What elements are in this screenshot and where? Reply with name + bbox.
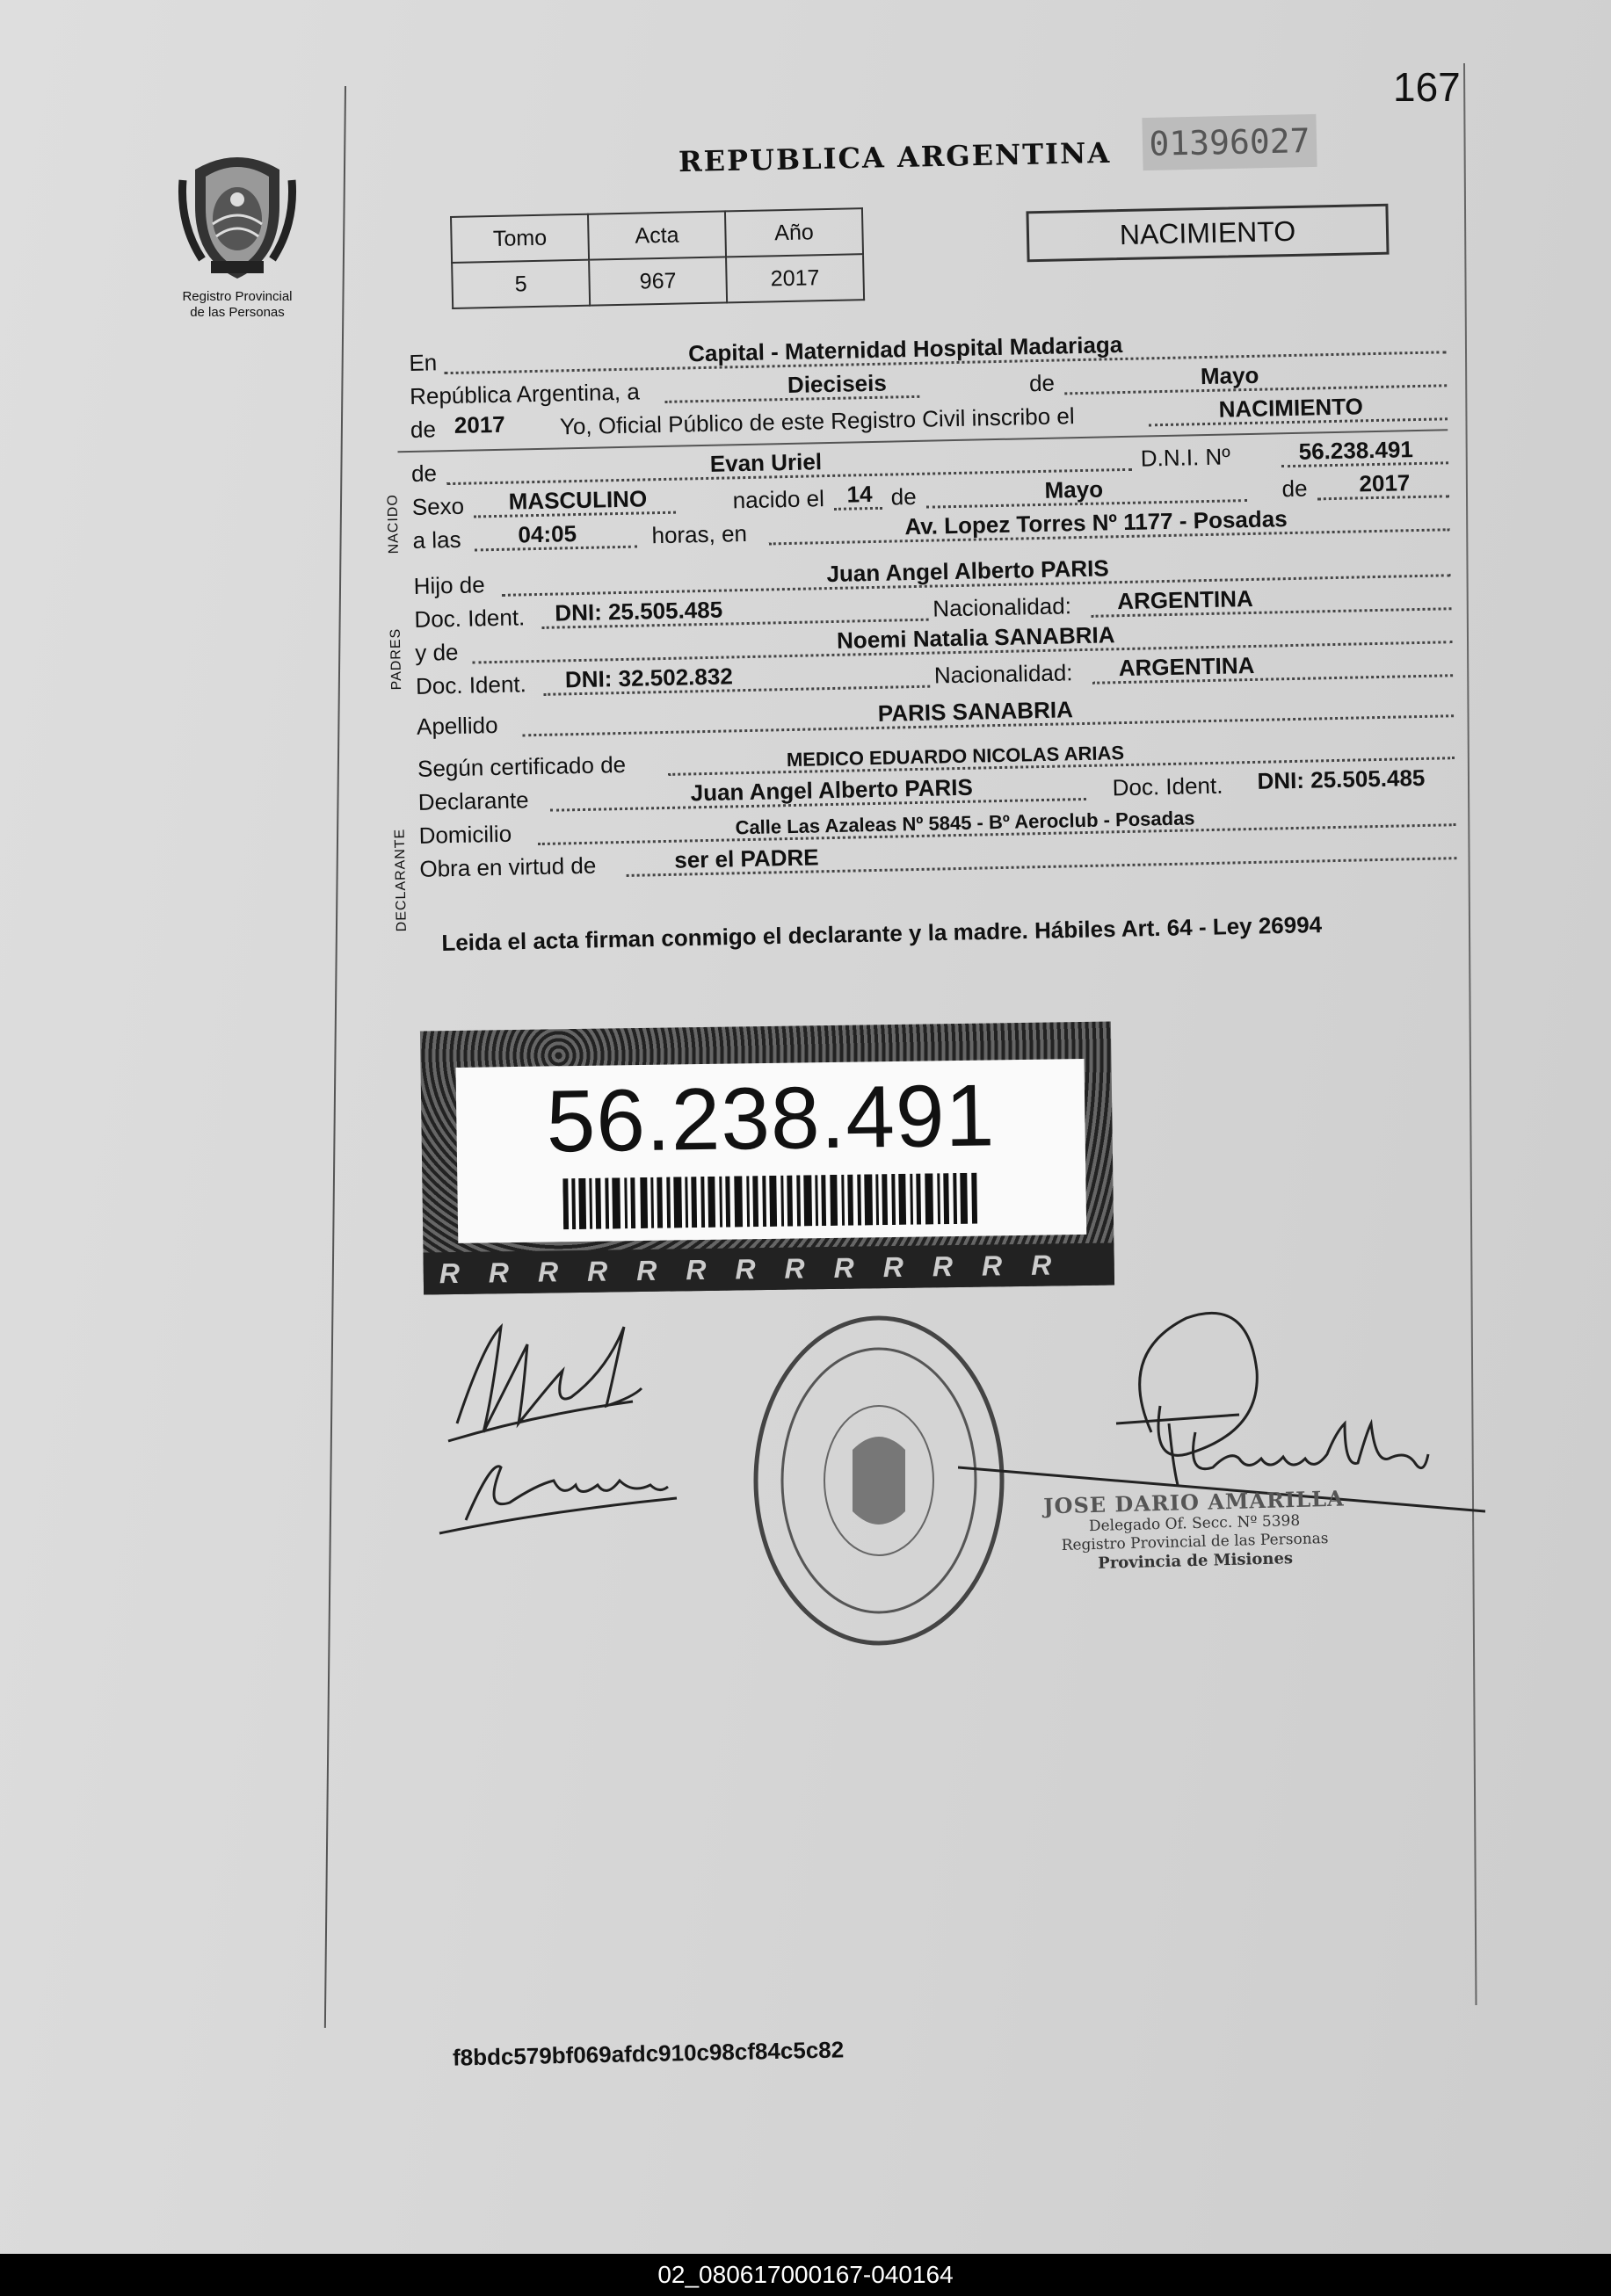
declarant-name: Juan Angel Alberto PARIS	[690, 773, 974, 807]
country-title: REPUBLICA ARGENTINA	[678, 135, 1112, 179]
declarant-doc: DNI: 25.505.485	[1257, 764, 1426, 794]
label-de-birth-year: de	[1281, 474, 1308, 503]
label-hijo-de: Hijo de	[413, 571, 485, 599]
father-name: Juan Angel Alberto PARIS	[826, 554, 1109, 588]
label-declarante: Declarante	[417, 786, 529, 815]
label-apellido: Apellido	[416, 711, 498, 740]
label-doc-ident-mother: Doc. Ident.	[415, 670, 527, 699]
label-de-name: de	[410, 460, 438, 487]
provincial-seal-icon	[176, 145, 299, 286]
year-value: 2017	[454, 410, 506, 438]
tomo-header: Tomo	[451, 214, 589, 263]
mother-nationality: ARGENTINA	[1118, 651, 1255, 682]
section-nacido: NACIDO	[385, 494, 402, 554]
registry-logo	[167, 145, 308, 321]
registry-table	[450, 207, 865, 309]
birth-day: 14	[846, 480, 873, 508]
mother-name: Noemi Natalia SANABRIA	[836, 621, 1115, 654]
tomo-value: 5	[452, 260, 590, 308]
anio-header: Año	[725, 208, 863, 257]
label-de-birth-month: de	[890, 482, 917, 511]
month-value: Mayo	[1200, 361, 1259, 390]
logo-caption-line2: de las Personas	[190, 305, 285, 320]
label-nac-father: Nacionalidad:	[932, 592, 1072, 622]
id-number-label	[420, 1022, 1114, 1295]
birth-time: 04:05	[518, 520, 577, 548]
sex-value: MASCULINO	[508, 485, 648, 515]
label-sexo: Sexo	[411, 492, 465, 520]
label-nacido-el: nacido el	[732, 485, 825, 514]
label-pattern-letters: RRRRRRRRRRRRR	[423, 1243, 1114, 1295]
official-signature-block	[1043, 1486, 1346, 1575]
label-en: En	[409, 349, 438, 376]
acta-value: 967	[589, 257, 727, 305]
label-y-de: y de	[414, 638, 459, 666]
page-number: 167	[1393, 64, 1461, 110]
label-inscribo: Yo, Oficial Público de este Registro Civil inscribo el	[559, 402, 1075, 440]
label-de-month: de	[1028, 369, 1056, 397]
margin-line-left	[324, 86, 346, 2028]
birth-month: Mayo	[1044, 475, 1104, 503]
father-nationality: ARGENTINA	[1116, 584, 1254, 615]
registered-value: NACIMIENTO	[1218, 393, 1364, 423]
declarant-capacity: ser el PADRE	[673, 844, 819, 873]
child-dni: 56.238.491	[1298, 436, 1414, 465]
official-line1: Delegado Of. Secc. Nº 5398	[1088, 1511, 1301, 1536]
label-doc-ident-decl: Doc. Ident.	[1112, 771, 1223, 801]
closing-statement: Leida el acta firman conmigo el declarante y la madre. Hábiles Art. 64 - Ley 26994	[441, 911, 1323, 956]
child-name: Evan Uriel	[709, 448, 823, 477]
label-republica: República Argentina, a	[409, 378, 641, 409]
anio-value: 2017	[726, 254, 864, 302]
father-doc: DNI: 25.505.485	[555, 596, 723, 627]
declarant-address: Calle Las Azaleas Nº 5845 - Bº Aeroclub - Posadas	[735, 807, 1195, 839]
serial-number: 01396027	[1142, 114, 1317, 170]
declarant-signature	[431, 1292, 694, 1555]
act-type-box: NACIMIENTO	[1026, 204, 1389, 263]
document-hash: f8bdc579bf069afdc910c98cf84c5c82	[452, 2036, 845, 2071]
surname-value: PARIS SANABRIA	[877, 696, 1074, 727]
day-value: Dieciseis	[787, 369, 888, 398]
label-domicilio: Domicilio	[418, 820, 512, 849]
label-horas-en: horas, en	[651, 519, 748, 549]
barcode-icon	[562, 1173, 981, 1230]
logo-caption-line1: Registro Provincial	[182, 289, 293, 304]
official-line2: Registro Provincial de las Personas	[1061, 1530, 1329, 1554]
label-nac-mother: Nacionalidad:	[933, 659, 1073, 689]
section-declarante: DECLARANTE	[392, 828, 410, 932]
label-a-las: a las	[412, 525, 461, 554]
label-de-year: de	[410, 416, 437, 443]
section-padres: PADRES	[388, 627, 405, 691]
official-line3: Provincia de Misiones	[1097, 1549, 1294, 1573]
birth-place: Av. Lopez Torres Nº 1177 - Posadas	[904, 505, 1288, 540]
label-doc-ident-father: Doc. Ident.	[414, 604, 526, 633]
id-number: 56.238.491	[545, 1066, 996, 1171]
place-value: Capital - Maternidad Hospital Madariaga	[687, 330, 1123, 367]
label-segun: Según certificado de	[417, 750, 627, 782]
certificate-form	[385, 325, 1484, 932]
official-name: JOSE DARIO AMARILLA	[1042, 1485, 1345, 1519]
birth-year: 2017	[1359, 469, 1411, 497]
mother-doc: DNI: 32.502.832	[564, 663, 734, 693]
footer-filename: 02_080617000167-040164	[0, 2254, 1611, 2296]
acta-header: Acta	[588, 211, 726, 259]
label-dni: D.N.I. Nº	[1140, 443, 1231, 472]
label-obra: Obra en virtud de	[419, 851, 597, 882]
certificate-value: MEDICO EDUARDO NICOLAS ARIAS	[786, 742, 1125, 771]
